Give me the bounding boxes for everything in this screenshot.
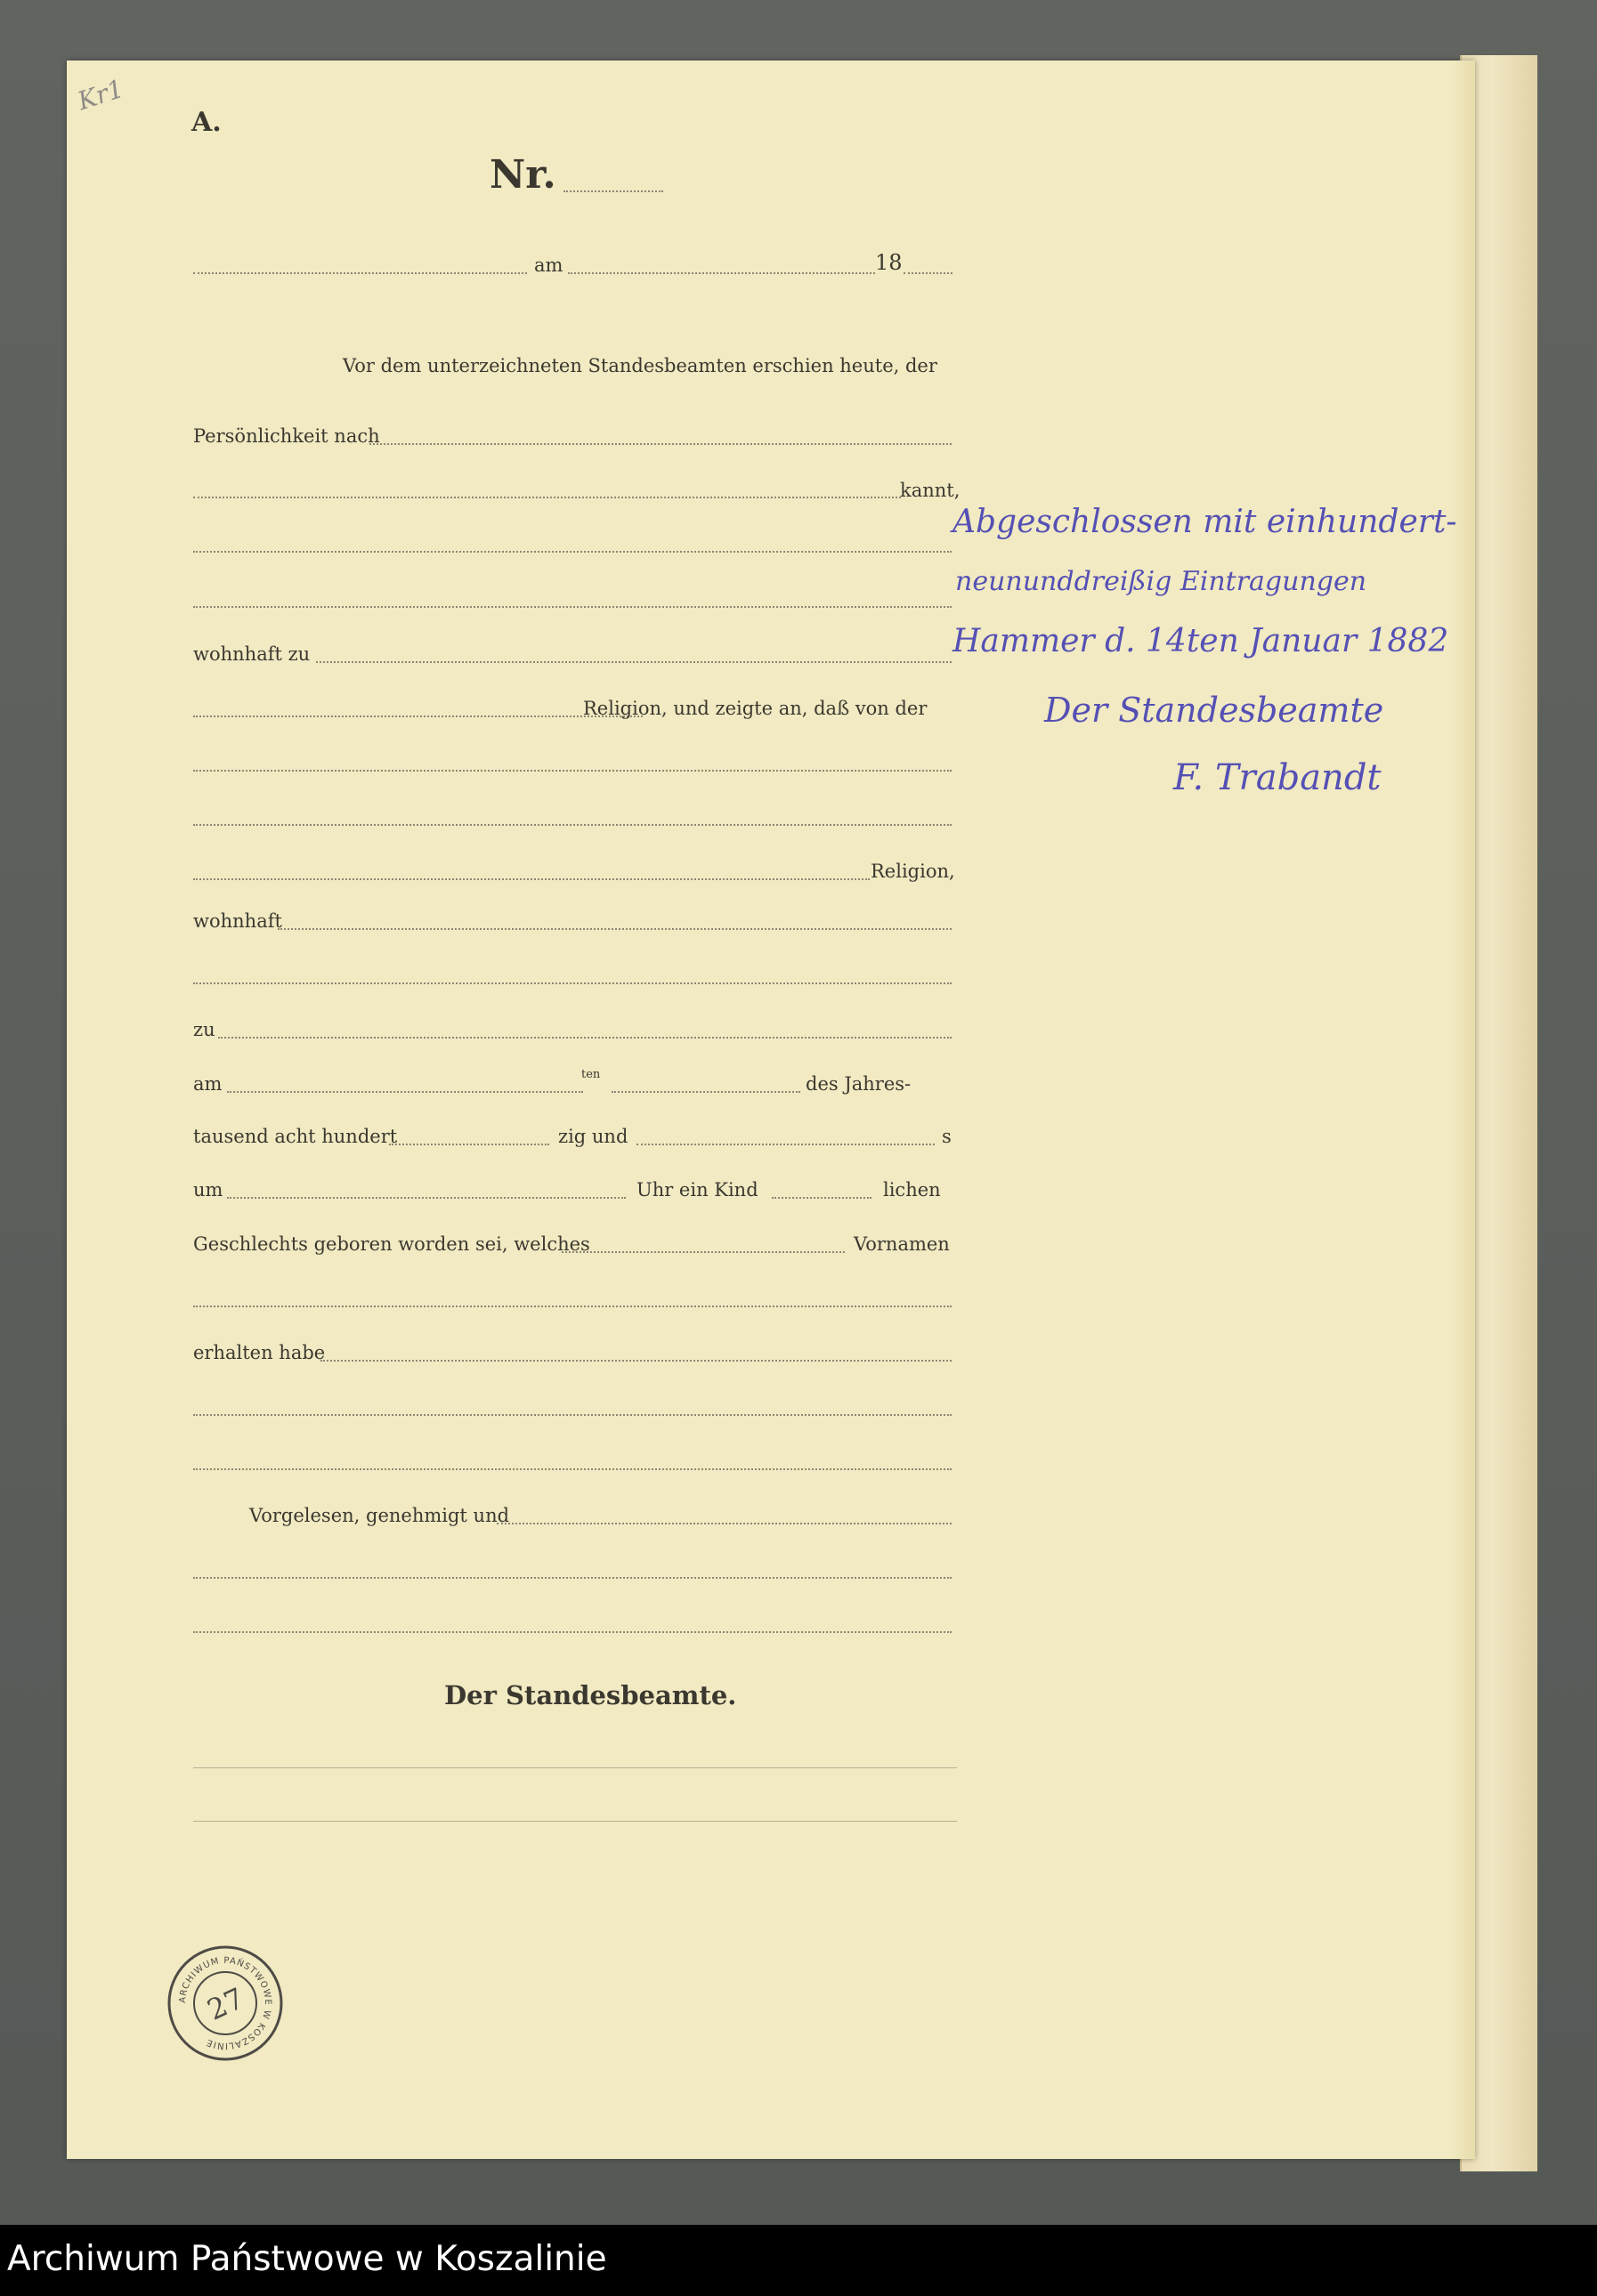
date-century: 18 [875, 250, 903, 275]
rule-am-day [227, 1091, 583, 1093]
rule-line-3 [193, 551, 952, 553]
nr-label: Nr. [490, 152, 556, 198]
signature-heading: Der Standesbeamte. [444, 1680, 737, 1710]
stamp-number: 27 [201, 1981, 249, 2027]
rule-tausend [389, 1144, 549, 1145]
handwritten-line-3: Hammer d. 14ten Januar 1882 [953, 623, 1449, 659]
rule-zu [218, 1037, 952, 1039]
rule-line-22 [193, 1414, 952, 1416]
zig-und-label: zig und [558, 1126, 628, 1147]
date-rule-3 [904, 272, 953, 274]
rule-kannt [193, 497, 901, 498]
rule-religion-2 [193, 878, 870, 880]
religion-zeigte-label: Religion, und zeigte an, daß von der [583, 698, 928, 719]
ten-suffix: ten [581, 1068, 601, 1081]
rule-line-8 [193, 770, 952, 772]
rule-line-26 [193, 1631, 952, 1633]
rule-line-20 [193, 1306, 952, 1307]
archive-name: Archiwum Państwowe w Koszalinie [7, 2239, 607, 2279]
section-letter: A. [191, 107, 222, 138]
date-am: am [534, 255, 563, 276]
zu-label: zu [193, 1019, 215, 1040]
persoenlichkeit-label: Persönlichkeit nach [193, 425, 380, 447]
rule-erhalten [320, 1360, 952, 1362]
kannt-label: kannt, [900, 480, 961, 501]
signature-line-1 [193, 1767, 957, 1768]
page-right-edge [1452, 61, 1475, 2159]
signature-line-2 [193, 1821, 957, 1822]
rule-line-25 [193, 1577, 952, 1579]
rule-line-4 [193, 606, 952, 608]
s-suffix: s [942, 1126, 952, 1147]
handwritten-line-2: neununddreißig Eintragungen [955, 566, 1367, 597]
rule-wohnhaft [278, 928, 952, 930]
register-page [67, 61, 1475, 2159]
nr-rule [563, 190, 663, 192]
rule-line-9 [193, 824, 952, 826]
rule-line-12 [193, 982, 952, 984]
intro-line: Vor dem unterzeichneten Standesbeamten erschien heute, der [343, 355, 937, 376]
vorgelesen-label: Vorgelesen, genehmigt und [249, 1505, 510, 1526]
handwritten-signature: F. Trabandt [1173, 757, 1382, 798]
rule-line-23 [193, 1468, 952, 1470]
rule-am-month [612, 1091, 800, 1093]
vornamen-label: Vornamen [854, 1233, 950, 1255]
erhalten-label: erhalten habe [193, 1342, 326, 1363]
am-label: am [193, 1073, 223, 1095]
rule-persoenlichkeit [369, 443, 952, 445]
lichen-label: lichen [883, 1179, 941, 1201]
rule-kind [772, 1197, 871, 1199]
rule-vorgelesen [497, 1523, 952, 1524]
um-label: um [193, 1179, 223, 1201]
wohnhaft-zu-label: wohnhaft zu [193, 643, 311, 665]
pencil-mark: Kr1 [74, 73, 127, 117]
rule-wohnhaft-zu [316, 661, 952, 663]
archive-footer-bar [0, 2225, 1597, 2296]
tausend-label: tausend acht hundert [193, 1126, 398, 1147]
geschlechts-label: Geschlechts geboren worden sei, welches [193, 1233, 590, 1255]
date-rule-2 [568, 272, 875, 274]
uhr-kind-label: Uhr ein Kind [636, 1179, 758, 1201]
date-rule-1 [193, 272, 527, 274]
rule-zig-und [636, 1144, 935, 1145]
rule-geschlechts [562, 1251, 845, 1253]
wohnhaft-label: wohnhaft [193, 910, 282, 932]
stamp-ring-text: ARCHIWUM PAŃSTWOWE W KOSZALINIE [177, 1955, 273, 2051]
handwritten-line-4: Der Standesbeamte [1044, 691, 1384, 730]
des-jahres-label: des Jahres- [806, 1073, 912, 1095]
rule-um [227, 1197, 626, 1199]
archive-stamp [165, 1943, 286, 2064]
religion-label: Religion, [871, 861, 955, 882]
handwritten-line-1: Abgeschlossen mit einhundert- [953, 504, 1457, 540]
rule-religion-1 [193, 715, 643, 717]
